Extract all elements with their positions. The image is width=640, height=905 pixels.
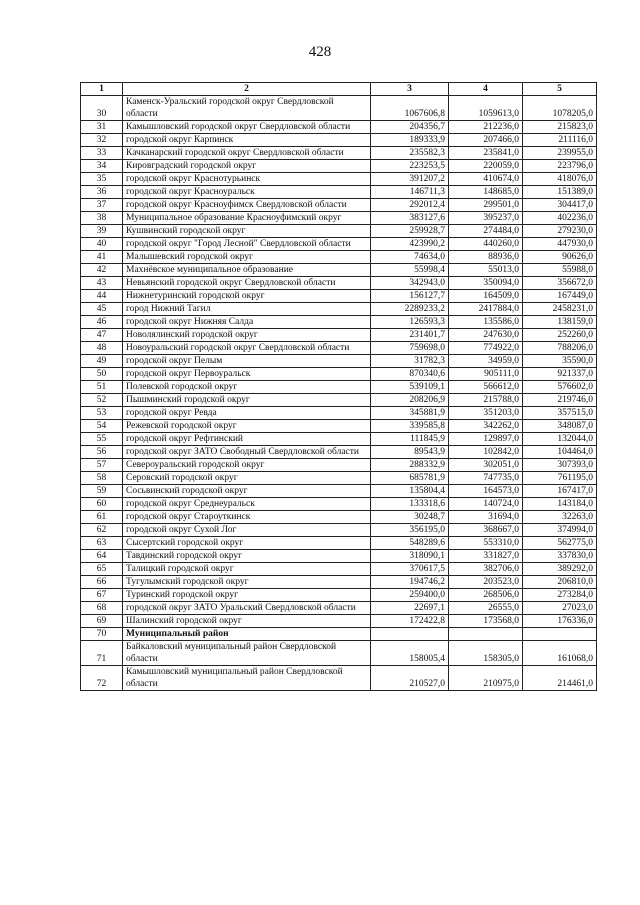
value-col-4: 331827,0 [449,550,523,563]
row-number: 68 [81,602,123,615]
value-col-3: 111845,9 [371,433,449,446]
value-col-3: 259928,7 [371,225,449,238]
header-row [81,83,597,96]
row-number: 44 [81,290,123,303]
value-col-3: 210527,0 [371,666,449,691]
table-row [81,96,597,121]
value-col-5: 389292,0 [523,563,597,576]
row-name: городской округ Среднеуральск [123,498,371,511]
row-number: 56 [81,446,123,459]
value-col-4: 203523,0 [449,576,523,589]
table-row [81,199,597,212]
value-col-5: 138159,0 [523,316,597,329]
value-col-3: 89543,9 [371,446,449,459]
table-row [81,368,597,381]
row-name: Туринский городской округ [123,589,371,602]
value-col-3: 235582,3 [371,147,449,160]
row-name: Кушвинский городской округ [123,225,371,238]
value-col-3: 391207,2 [371,173,449,186]
table-row [81,121,597,134]
value-col-3: 189333,9 [371,134,449,147]
row-number: 70 [81,628,123,641]
value-col-3: 126593,3 [371,316,449,329]
value-col-4: 302051,0 [449,459,523,472]
value-col-3: 548289,6 [371,537,449,550]
row-number: 55 [81,433,123,446]
value-col-4: 368667,0 [449,524,523,537]
value-col-3: 135804,4 [371,485,449,498]
value-col-4: 1059613,0 [449,96,523,121]
value-col-5: 32263,0 [523,511,597,524]
row-number: 32 [81,134,123,147]
value-col-5: 356672,0 [523,277,597,290]
table-row [81,666,597,691]
value-col-4: 566612,0 [449,381,523,394]
value-col-5: 348087,0 [523,420,597,433]
table-row [81,641,597,666]
row-name: городской округ Красноуральск [123,186,371,199]
row-number: 46 [81,316,123,329]
value-col-3: 342943,0 [371,277,449,290]
table-row [81,433,597,446]
value-col-5: 161068,0 [523,641,597,666]
value-col-3: 194746,2 [371,576,449,589]
value-col-4: 158305,0 [449,641,523,666]
value-col-5: 576602,0 [523,381,597,394]
table-row [81,602,597,615]
value-col-5: 211116,0 [523,134,597,147]
row-name: Серовский городской округ [123,472,371,485]
value-col-4: 88936,0 [449,251,523,264]
table-row [81,628,597,641]
table-row [81,472,597,485]
row-number: 62 [81,524,123,537]
value-col-5: 206810,0 [523,576,597,589]
row-number: 33 [81,147,123,160]
table-row [81,303,597,316]
table-row [81,290,597,303]
table-row [81,264,597,277]
table-row [81,212,597,225]
row-number: 30 [81,96,123,121]
table-row [81,160,597,173]
value-col-3: 685781,9 [371,472,449,485]
table-row [81,381,597,394]
row-name: городской округ Первоуральск [123,368,371,381]
value-col-5: 215823,0 [523,121,597,134]
header-col-1: 1 [81,83,123,96]
table-row [81,511,597,524]
value-col-4: 410674,0 [449,173,523,186]
row-name: Тугулымский городской округ [123,576,371,589]
table-row [81,147,597,160]
table-row [81,394,597,407]
value-col-4: 207466,0 [449,134,523,147]
table-row [81,238,597,251]
value-col-3: 356195,0 [371,524,449,537]
value-col-4: 747735,0 [449,472,523,485]
row-name: Талицкий городской округ [123,563,371,576]
value-col-4: 382706,0 [449,563,523,576]
value-col-5: 132044,0 [523,433,597,446]
row-name: городской округ Ревда [123,407,371,420]
row-name: Сосьвинский городской округ [123,485,371,498]
value-col-3: 383127,6 [371,212,449,225]
row-name: Шалинский городской округ [123,615,371,628]
table-row [81,459,597,472]
table-row [81,407,597,420]
row-name: городской округ Пелым [123,355,371,368]
value-col-4: 247630,0 [449,329,523,342]
value-col-4: 164509,0 [449,290,523,303]
row-name: Нижнетуринский городской округ [123,290,371,303]
row-number: 49 [81,355,123,368]
row-number: 63 [81,537,123,550]
value-col-3: 870340,6 [371,368,449,381]
table-row [81,134,597,147]
value-col-3: 208206,9 [371,394,449,407]
row-name: Новоуральский городской округ Свердловской области [123,342,371,355]
table-row [81,576,597,589]
value-col-4: 102842,0 [449,446,523,459]
value-col-4: 34959,0 [449,355,523,368]
row-name: Каменск-Уральский городской округ Свердловской области [123,96,371,121]
row-number: 52 [81,394,123,407]
value-col-4: 26555,0 [449,602,523,615]
table-row [81,277,597,290]
value-col-5: 447930,0 [523,238,597,251]
row-name: Муниципальный район [123,628,371,641]
value-col-3: 204356,7 [371,121,449,134]
value-col-3: 133318,6 [371,498,449,511]
value-col-4: 220059,0 [449,160,523,173]
value-col-5: 104464,0 [523,446,597,459]
row-name: городской округ Рефтинский [123,433,371,446]
value-col-4: 164573,0 [449,485,523,498]
row-name: город Нижний Тагил [123,303,371,316]
value-col-3 [371,628,449,641]
header-col-3: 3 [371,83,449,96]
row-number: 43 [81,277,123,290]
row-name: Полевской городской округ [123,381,371,394]
row-number: 41 [81,251,123,264]
value-col-3: 31782,3 [371,355,449,368]
row-number: 42 [81,264,123,277]
row-name: Невьянский городской округ Свердловской области [123,277,371,290]
value-col-3: 1067606,8 [371,96,449,121]
table-row [81,446,597,459]
value-col-5: 761195,0 [523,472,597,485]
value-col-4: 215788,0 [449,394,523,407]
row-name: Камышловский муниципальный район Свердловской области [123,666,371,691]
table-row [81,485,597,498]
row-number: 53 [81,407,123,420]
value-col-5: 27023,0 [523,602,597,615]
row-number: 64 [81,550,123,563]
value-col-5: 55988,0 [523,264,597,277]
value-col-3: 345881,9 [371,407,449,420]
header-col-2: 2 [123,83,371,96]
value-col-5: 167417,0 [523,485,597,498]
value-col-4: 274484,0 [449,225,523,238]
row-number: 45 [81,303,123,316]
value-col-5: 176336,0 [523,615,597,628]
value-col-3: 318090,1 [371,550,449,563]
value-col-4: 210975,0 [449,666,523,691]
value-col-4: 31694,0 [449,511,523,524]
value-col-4: 135586,0 [449,316,523,329]
table-row [81,498,597,511]
value-col-4: 299501,0 [449,199,523,212]
row-name: Режевской городской округ [123,420,371,433]
table-row [81,342,597,355]
row-number: 60 [81,498,123,511]
row-number: 36 [81,186,123,199]
row-name: Камышловский городской округ Свердловской области [123,121,371,134]
value-col-3: 172422,8 [371,615,449,628]
header-col-5: 5 [523,83,597,96]
row-name: Муниципальное образование Красноуфимский округ [123,212,371,225]
page-number: 428 [308,44,332,60]
table-row [81,589,597,602]
table-row [81,186,597,199]
value-col-3: 231401,7 [371,329,449,342]
value-col-3: 259400,0 [371,589,449,602]
value-col-4: 774922,0 [449,342,523,355]
value-col-5: 214461,0 [523,666,597,691]
row-number: 65 [81,563,123,576]
value-col-5: 90626,0 [523,251,597,264]
value-col-3: 22697,1 [371,602,449,615]
value-col-5: 307393,0 [523,459,597,472]
table-row [81,550,597,563]
row-name: городской округ Сухой Лог [123,524,371,537]
row-number: 34 [81,160,123,173]
row-name: Кировградский городской округ [123,160,371,173]
value-col-3: 423990,2 [371,238,449,251]
value-col-5: 788206,0 [523,342,597,355]
value-col-5: 357515,0 [523,407,597,420]
row-number: 71 [81,641,123,666]
header-col-4: 4 [449,83,523,96]
row-name: Малышевский городской округ [123,251,371,264]
row-number: 38 [81,212,123,225]
table-body [81,96,597,691]
value-col-4: 55013,0 [449,264,523,277]
value-col-4: 268506,0 [449,589,523,602]
value-col-5: 252260,0 [523,329,597,342]
table-row [81,537,597,550]
table-row [81,420,597,433]
value-col-4: 148685,0 [449,186,523,199]
row-number: 69 [81,615,123,628]
row-number: 66 [81,576,123,589]
row-name: городской округ Краснотурьинск [123,173,371,186]
value-col-4: 350094,0 [449,277,523,290]
value-col-5: 1078205,0 [523,96,597,121]
row-name: городской округ Нижняя Салда [123,316,371,329]
row-number: 35 [81,173,123,186]
value-col-3: 2289233,2 [371,303,449,316]
row-name: городской округ Красноуфимск Свердловской области [123,199,371,212]
row-name: городской округ Староуткинск [123,511,371,524]
table-row [81,251,597,264]
value-col-4 [449,628,523,641]
row-number: 50 [81,368,123,381]
row-number: 67 [81,589,123,602]
value-col-5: 418076,0 [523,173,597,186]
value-col-3: 292012,4 [371,199,449,212]
table-row [81,524,597,537]
value-col-5: 167449,0 [523,290,597,303]
value-col-3: 156127,7 [371,290,449,303]
row-number: 40 [81,238,123,251]
row-number: 48 [81,342,123,355]
value-col-5: 35590,0 [523,355,597,368]
row-name: Североуральский городской округ [123,459,371,472]
value-col-3: 370617,5 [371,563,449,576]
table-row [81,329,597,342]
value-col-3: 74634,0 [371,251,449,264]
row-number: 72 [81,666,123,691]
data-table [80,82,597,691]
value-col-5: 273284,0 [523,589,597,602]
value-col-3: 339585,8 [371,420,449,433]
value-col-3: 288332,9 [371,459,449,472]
row-name: Новолялинский городской округ [123,329,371,342]
value-col-5: 223796,0 [523,160,597,173]
value-col-5: 921337,0 [523,368,597,381]
row-number: 39 [81,225,123,238]
value-col-5: 219746,0 [523,394,597,407]
value-col-4: 2417884,0 [449,303,523,316]
row-number: 54 [81,420,123,433]
value-col-5: 279230,0 [523,225,597,238]
row-name: Махнёвское муниципальное образование [123,264,371,277]
value-col-4: 129897,0 [449,433,523,446]
row-name: городской округ "Город Лесной" Свердловской области [123,238,371,251]
value-col-5: 337830,0 [523,550,597,563]
row-number: 47 [81,329,123,342]
row-name: Сысертский городской округ [123,537,371,550]
value-col-5: 239955,0 [523,147,597,160]
table-row [81,225,597,238]
value-col-5: 374994,0 [523,524,597,537]
value-col-4: 395237,0 [449,212,523,225]
row-number: 61 [81,511,123,524]
row-name: Тавдинский городской округ [123,550,371,563]
row-number: 51 [81,381,123,394]
value-col-4: 351203,0 [449,407,523,420]
value-col-3: 146711,3 [371,186,449,199]
table-row [81,173,597,186]
value-col-5: 402236,0 [523,212,597,225]
value-col-5: 304417,0 [523,199,597,212]
row-number: 37 [81,199,123,212]
table-row [81,355,597,368]
row-number: 57 [81,459,123,472]
value-col-3: 759698,0 [371,342,449,355]
value-col-4: 235841,0 [449,147,523,160]
value-col-3: 223253,5 [371,160,449,173]
value-col-3: 539109,1 [371,381,449,394]
value-col-3: 30248,7 [371,511,449,524]
table-row [81,316,597,329]
table-row [81,563,597,576]
value-col-4: 440260,0 [449,238,523,251]
table-row [81,615,597,628]
row-number: 59 [81,485,123,498]
value-col-4: 173568,0 [449,615,523,628]
value-col-5 [523,628,597,641]
row-number: 58 [81,472,123,485]
row-number: 31 [81,121,123,134]
row-name: городской округ Карпинск [123,134,371,147]
value-col-5: 2458231,0 [523,303,597,316]
row-name: городской округ ЗАТО Свободный Свердловской области [123,446,371,459]
value-col-5: 562775,0 [523,537,597,550]
row-name: Байкаловский муниципальный район Свердловской области [123,641,371,666]
row-name: Пышминский городской округ [123,394,371,407]
row-name: городской округ ЗАТО Уральский Свердловской области [123,602,371,615]
value-col-5: 151389,0 [523,186,597,199]
value-col-3: 158005,4 [371,641,449,666]
value-col-5: 143184,0 [523,498,597,511]
value-col-3: 55998,4 [371,264,449,277]
value-col-4: 140724,0 [449,498,523,511]
value-col-4: 553310,0 [449,537,523,550]
row-name: Качканарский городской округ Свердловской области [123,147,371,160]
value-col-4: 905111,0 [449,368,523,381]
value-col-4: 342262,0 [449,420,523,433]
value-col-4: 212236,0 [449,121,523,134]
